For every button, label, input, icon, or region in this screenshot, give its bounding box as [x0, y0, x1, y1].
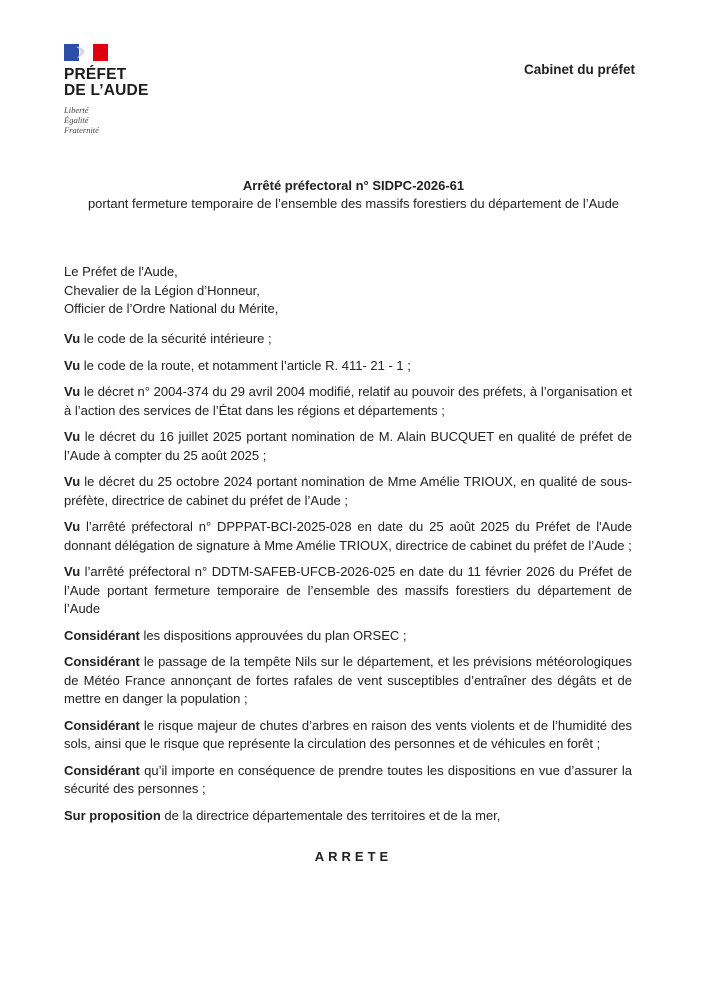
- visa-text: l’arrêté préfectoral n° DDTM-SAFEB-UFCB-2026-025 en date du 11 février 2026 du Préfet de l’Aude portant fermeture temporaire de l’ensemble des massifs forestiers du département de l’Aude: [64, 564, 632, 616]
- proposition-text: de la directrice départementale des territoires et de la mer,: [160, 807, 501, 823]
- visa-text: le code de la route, et notamment l’article R. 411- 21 - 1 ;: [80, 357, 411, 373]
- motto-egalite: Égalité: [64, 115, 89, 125]
- visa-text: le décret du 25 octobre 2024 portant nomination de Mme Amélie TRIOUX, en qualité de sous-préfète, directrice de cabinet du préfet de l’Aude ;: [64, 474, 632, 508]
- visa-paragraph: [64, 563, 632, 619]
- proposition-keyword: Sur proposition: [64, 807, 161, 823]
- visa-keyword: Vu: [64, 474, 81, 489]
- visa-paragraph: [64, 428, 632, 465]
- document-heading: [0, 177, 707, 213]
- visa-keyword: Vu: [64, 519, 81, 534]
- proposition-paragraph: [64, 807, 632, 826]
- consideration-text: le passage de la tempête Nils sur le département, et les prévisions météorologiques de Météo France annonçant de fortes rafales de vent susceptibles d’entraîner des dégâts et de mettre en danger la population ;: [64, 654, 632, 706]
- motto-liberte: Liberté: [64, 105, 89, 115]
- prefecture-name: [64, 67, 148, 99]
- visa-paragraph: [64, 473, 632, 510]
- visa-keyword: Vu: [64, 331, 81, 346]
- visa-text: le décret n° 2004-374 du 29 avril 2004 modifié, relatif au pouvoir des préfets, à l’organisation et à l’action des services de l’État dans les régions et départements ;: [64, 384, 632, 418]
- intro-line: Chevalier de la Légion d’Honneur,: [64, 282, 260, 298]
- motto-fraternite: Fraternité: [64, 125, 99, 135]
- consideration-paragraph: [64, 653, 632, 709]
- consideration-keyword: Considérant: [64, 627, 140, 643]
- consideration-text: les dispositions approuvées du plan ORSEC ;: [139, 627, 407, 643]
- visa-paragraph: [64, 330, 632, 349]
- prefecture-logo: [64, 44, 148, 135]
- consideration-paragraph: [64, 627, 632, 646]
- consideration-keyword: Considérant: [64, 762, 140, 778]
- marianne-flag-icon: [64, 44, 108, 61]
- service-name: Cabinet du préfet: [523, 62, 635, 77]
- intro-line: Officier de l’Ordre National du Mérite,: [64, 301, 279, 316]
- visa-keyword: Vu: [64, 429, 81, 444]
- visa-paragraph: [64, 357, 632, 376]
- republic-motto: [64, 105, 148, 135]
- decree-subtitle: portant fermeture temporaire de l’ensemble des massifs forestiers du département de l’Aude: [87, 196, 620, 211]
- intro-line: Le Préfet de l'Aude,: [64, 264, 178, 279]
- visa-text: l’arrêté préfectoral n° DPPPAT-BCI-2025-028 en date du 25 août 2025 du Préfet de l'Aude donnant délégation de signature à Mme Amélie TRIOUX, directrice de cabinet du préfet de l’Aude ;: [64, 519, 632, 553]
- consideration-text: le risque majeur de chutes d’arbres en raison des vents violents et de l’humidité des sols, ainsi que le risque que représente la circulation des personnes et de véhicules en forêt ;: [64, 717, 632, 751]
- prefecture-name-line1: PRÉFET: [64, 66, 127, 83]
- visa-text: le décret du 16 juillet 2025 portant nomination de M. Alain BUCQUET en qualité de préfet de l’Aude à compter du 25 août 2025 ;: [64, 429, 632, 463]
- consideration-keyword: Considérant: [64, 654, 140, 669]
- consideration-paragraph: [64, 762, 632, 799]
- visa-paragraph: [64, 518, 632, 555]
- consideration-paragraph: [64, 717, 632, 754]
- decree-title: Arrêté préfectoral n° SIDPC-2026-61: [242, 178, 465, 193]
- prefect-intro: [64, 263, 278, 319]
- visa-paragraph: [64, 383, 632, 420]
- visas-and-considerations: [64, 330, 632, 833]
- consideration-keyword: Considérant: [64, 717, 140, 733]
- visa-text: le code de la sécurité intérieure ;: [80, 331, 272, 346]
- visa-keyword: Vu: [64, 357, 81, 373]
- decision-heading: ARRETE: [314, 849, 393, 864]
- visa-keyword: Vu: [64, 564, 81, 579]
- prefecture-name-line2: DE L’AUDE: [64, 82, 149, 99]
- consideration-text: qu’il importe en conséquence de prendre toutes les dispositions en vue d’assurer la sécurité des personnes ;: [64, 762, 632, 796]
- visa-keyword: Vu: [64, 384, 81, 399]
